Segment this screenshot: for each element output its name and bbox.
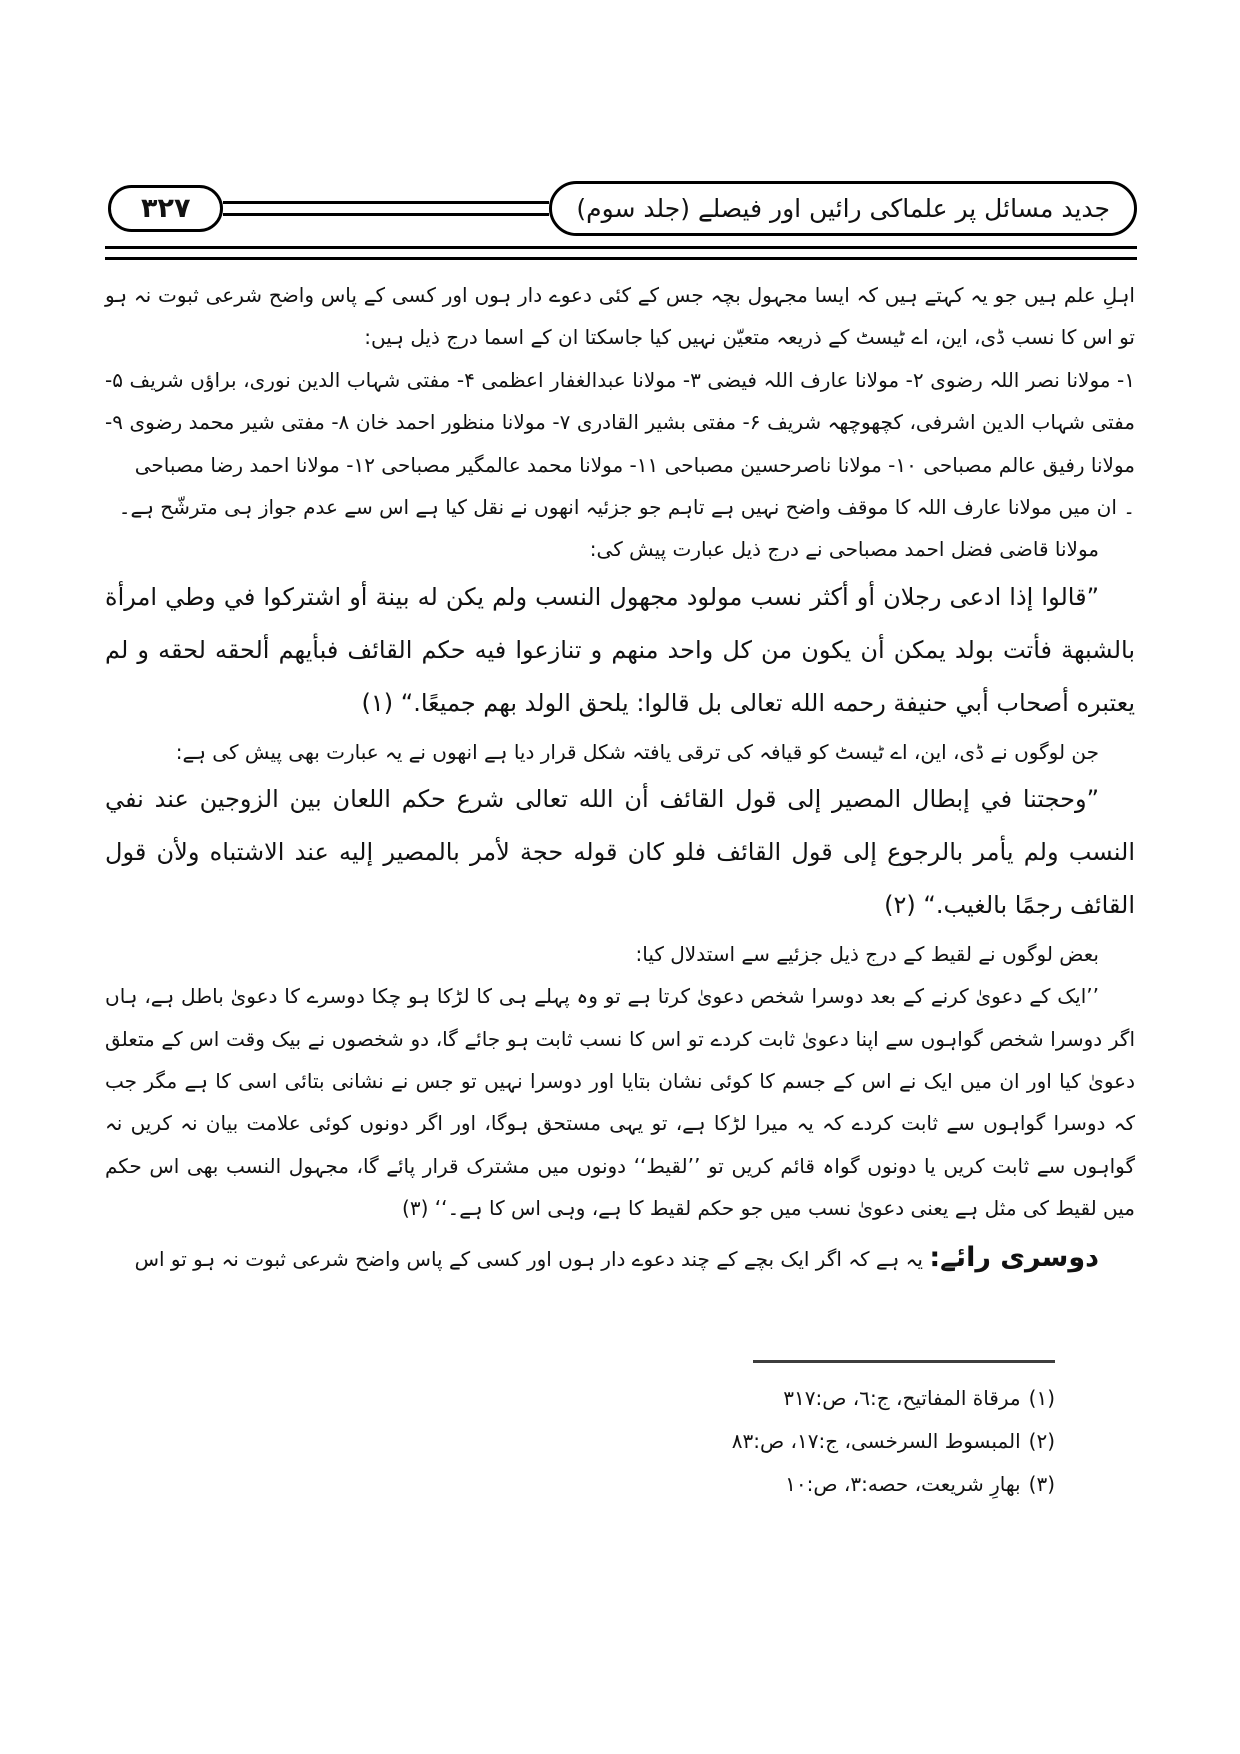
page-header <box>108 172 1137 244</box>
second-opinion-heading: دوسری رائے: <box>929 1242 1099 1274</box>
page-body <box>105 274 1135 1287</box>
footnote-2-text: المبسوط السرخسى، ج:١٧، ص:٨٣ <box>731 1429 1021 1453</box>
header-double-rule <box>105 246 1137 260</box>
footnote-3-text: بهارِ شريعت، حصه:٣، ص:١٠ <box>785 1472 1021 1496</box>
laqeet-quote: ’’ایک کے دعویٰ کرنے کے بعد دوسرا شخص دعویٰ کرتا ہے تو وہ پہلے ہی کا لڑکا ہو چکا دوسرے کا دعویٰ باطل ہے، ہاں اگر دوسرا شخص گواہوں سے اپنا دعویٰ ثابت کردے تو اس کا نسب ثابت ہو جائے گا، دو شخصوں نے بیک وقت اس کے متعلق دعویٰ کیا اور ان میں ایک نے اس کے جسم کا کوئی نشان بتایا اور دوسرا نہیں تو جس نے نشانی بتائی اسی کا ہے مگر جب کہ دوسرا گواہوں سے ثابت کردے کہ یہ میرا لڑکا ہے، تو یہی مستحق ہوگا، اور اگر دونوں کوئی علامت بیان نہ کریں نہ گواہوں سے ثابت کریں یا دونوں گواہ قائم کریں تو ’’لقیط‘‘ دونوں میں مشترک قرار پائے گا، مجہول النسب بھی اس حکم میں لقیط کی مثل ہے یعنی دعویٰ نسب میں جو حکم لقیط کا ہے، وہی اس کا ہے۔‘‘ (۳) <box>105 984 1135 1221</box>
footnote-3 <box>732 1463 1055 1506</box>
footnotes-block <box>732 1360 1055 1506</box>
second-opinion-text: یہ ہے کہ اگر ایک بچے کے چند دعوے دار ہوں اور کسی کے پاس واضح شرعی ثبوت نہ ہو تو اس <box>134 1247 923 1272</box>
footnote-3-marker: (٣) <box>1028 1472 1055 1496</box>
arabic-quote-1: ”قالوا إذا ادعى رجلان أو أكثر نسب مولود مجهول النسب ولم يكن له بينة أو اشتركوا في وطي امرأة بالشبهة فأتت بولد يمكن أن يكون من كل واحد منهم و تنازعوا فيه حكم القائف فبأيهم ألحقه لحقه و لم يعتبره أصحاب أبي حنيفة رحمه الله تعالى بل قالوا: يلحق الولد بهم جميعًا.“ (١) <box>105 582 1135 718</box>
book-title-cartouche: جدید مسائل پر علماکی رائیں اور فیصلے (جلد سوم) <box>549 181 1137 236</box>
dna-qiyafa-intro: جن لوگوں نے ڈی، این، اے ٹیسٹ کو قیافہ کی ترقی یافتہ شکل قرار دیا ہے انھوں نے یہ عبارت بھی پیش کی ہے: <box>175 739 1099 764</box>
footnote-2 <box>732 1420 1055 1463</box>
page-number-badge: ۳۲۷ <box>108 185 223 232</box>
qazi-fazl-ahmad-intro: مولانا قاضی فضل احمد مصباحی نے درج ذیل عبارت پیش کی: <box>589 537 1099 562</box>
note-on-maulana-arifullah: ۔ ان میں مولانا عارف اللہ کا موقف واضح نہیں ہے تاہم جو جزئیہ انھوں نے نقل کیا ہے اس سے عدم جواز ہی مترشّح ہے۔ <box>118 494 1135 519</box>
footnote-1 <box>732 1377 1055 1420</box>
arabic-quote-2: ”وحجتنا في إبطال المصير إلى قول القائف أن الله تعالى شرع حكم اللعان بين الزوجين عند نفي النسب ولم يأمر بالرجوع إلى قول القائف فلو كان قوله حجة لأمر بالمصير إليه عند الاشتباه ولأن قول القائف رجمًا بالغيب.“ (٢) <box>105 784 1135 920</box>
intro-paragraph: اہلِ علم ہیں جو یہ کہتے ہیں کہ ایسا مجہول بچہ جس کے کئی دعوے دار ہوں اور کسی کے پاس واضح شرعی ثبوت نہ ہو تو اس کا نسب ڈی، این، اے ٹیسٹ کے ذریعہ متعیّن نہیں کیا جاسکتا ان کے اسما درج ذیل ہیں: <box>105 283 1135 350</box>
footnote-2-marker: (٢) <box>1028 1429 1055 1453</box>
footnote-1-text: مرقاة المفاتيح، ج:٦، ص:٣١٧ <box>783 1386 1021 1410</box>
footnote-separator-rule <box>753 1360 1055 1363</box>
laqeet-intro: بعض لوگوں نے لقیط کے درج ذیل جزئیے سے استدلال کیا: <box>635 941 1099 966</box>
header-connector-rule <box>223 201 549 216</box>
footnote-1-marker: (١) <box>1028 1386 1055 1410</box>
second-opinion-paragraph <box>105 1229 1135 1286</box>
scholars-list: ۱- مولانا نصر اللہ رضوی ۲- مولانا عارف اللہ فیضی ۳- مولانا عبدالغفار اعظمی ۴- مفتی شہاب الدین نوری، براؤں شریف ۵- مفتی شہاب الدین اشرفی، کچھوچھہ شریف ۶- مفتی بشیر القادری ۷- مولانا منظور احمد خان ۸- مفتی شیر محمد رضوی ۹- مولانا رفیق عالم مصباحی ۱۰- مولانا ناصرحسین مصباحی ۱۱- مولانا محمد عالمگیر مصباحی ۱۲- مولانا احمد رضا مصباحی <box>105 367 1135 477</box>
